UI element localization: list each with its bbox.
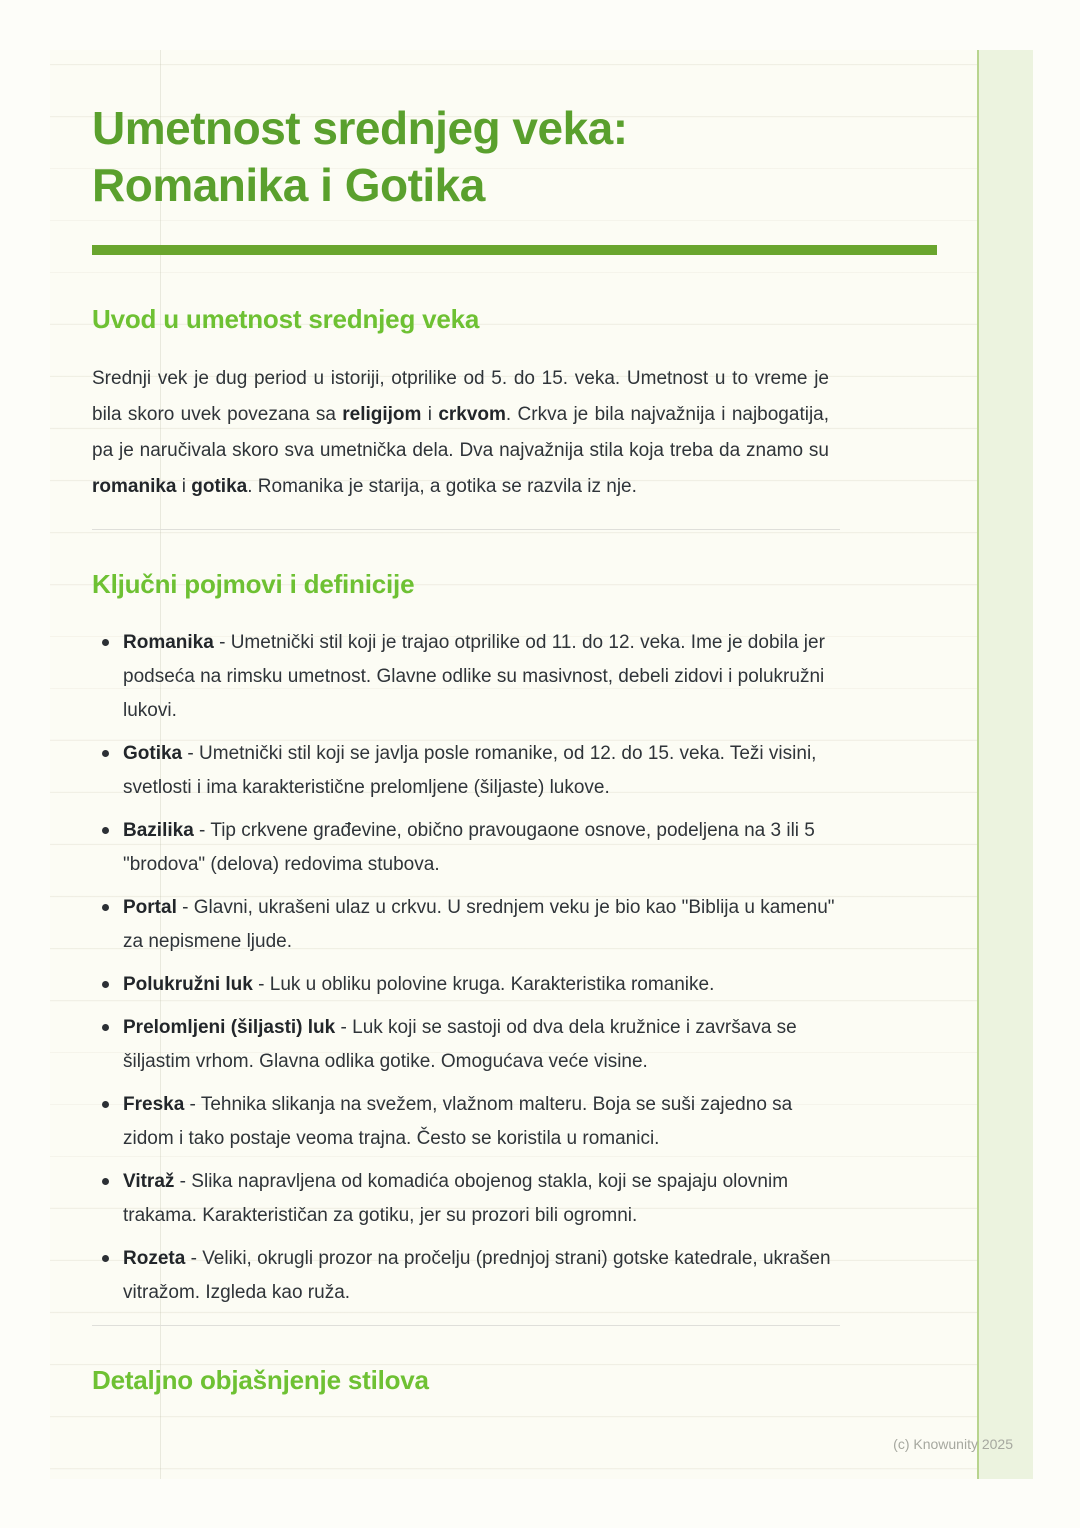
copyright-text: (c) Knowunity 2025 bbox=[893, 1436, 1013, 1452]
term-item bbox=[92, 891, 840, 959]
term-name: Rozeta bbox=[123, 1248, 186, 1269]
term-separator: - bbox=[185, 1248, 203, 1269]
key-terms-list bbox=[92, 626, 840, 1310]
term-definition: Tehnika slikanja na svežem, vlažnom malteru. Boja se suši zajedno sa zidom i tako postaje veoma trajna. Često se koristila u romanici. bbox=[123, 1094, 793, 1149]
body-text: i bbox=[421, 404, 439, 425]
emphasized-text: religijom bbox=[342, 404, 422, 425]
body-text: i bbox=[176, 476, 192, 497]
section-heading-kljucni-pojmovi: Ključni pojmovi i definicije bbox=[92, 569, 415, 599]
body-text: . Crkva je bila najvažnija i najbogatija, pa je naručivala skoro sva umetnička dela. Dva najvažnija stila koja treba da znamo su bbox=[92, 404, 830, 461]
bullet-icon bbox=[102, 750, 109, 757]
term-definition: Luk koji se sastoji od dva dela kružnice i završava se šiljastim vrhom. Glavna odlika gotike. Omogućava veće visine. bbox=[123, 1017, 797, 1072]
term-definition: Umetnički stil koji se javlja posle romanike, od 12. do 15. veka. Teži visini, svetlosti i ima karakteristične prelomljene (šiljaste) lukove. bbox=[123, 743, 817, 798]
title-divider-rule bbox=[92, 245, 937, 255]
term-separator: - bbox=[335, 1017, 353, 1038]
section-divider bbox=[92, 529, 840, 530]
term-name: Romanika bbox=[123, 632, 214, 653]
term-separator: - bbox=[174, 1171, 192, 1192]
term-definition: Luk u obliku polovine kruga. Karakteristika romanike. bbox=[269, 974, 715, 995]
term-name: Polukružni luk bbox=[123, 974, 253, 995]
term-item bbox=[92, 814, 840, 882]
bullet-icon bbox=[102, 827, 109, 834]
term-separator: - bbox=[252, 974, 270, 995]
term-definition: Slika napravljena od komadića obojenog stakla, koji se spajaju olovnim trakama. Karakterističan za gotiku, jer su prozori bili ogromni. bbox=[123, 1171, 789, 1226]
term-name: Portal bbox=[123, 897, 177, 918]
intro-paragraph bbox=[92, 361, 829, 505]
body-text: . Romanika je starija, a gotika se razvila iz nje. bbox=[247, 476, 637, 497]
term-name: Prelomljeni (šiljasti) luk bbox=[123, 1017, 336, 1038]
bullet-icon bbox=[102, 639, 109, 646]
term-definition: Umetnički stil koji je trajao otprilike od 11. do 12. veka. Ime je dobila jer podseća na rimsku umetnost. Glavne odlike su masivnost, debeli zidovi i polukružni lukovi. bbox=[123, 632, 825, 721]
term-name: Bazilika bbox=[123, 820, 194, 841]
bullet-icon bbox=[102, 1255, 109, 1262]
page-title-line2: Romanika i Gotika bbox=[92, 159, 485, 211]
term-definition: Glavni, ukrašeni ulaz u crkvu. U srednjem veku je bio kao "Biblija u kamenu" za nepismene ljude. bbox=[123, 897, 835, 952]
note-sheet bbox=[50, 50, 1033, 1479]
term-separator: - bbox=[213, 632, 231, 653]
term-definition: Veliki, okrugli prozor na pročelju (prednjoj strani) gotske katedrale, ukrašen vitražom. Izgleda kao ruža. bbox=[123, 1248, 831, 1303]
term-item bbox=[92, 1088, 840, 1156]
term-item bbox=[92, 626, 840, 728]
term-name: Freska bbox=[123, 1094, 185, 1115]
page-title bbox=[92, 100, 937, 214]
emphasized-text: romanika bbox=[92, 476, 177, 497]
term-item bbox=[92, 968, 840, 1002]
term-separator: - bbox=[193, 820, 211, 841]
term-item bbox=[92, 1242, 840, 1310]
section-heading-detaljno: Detaljno objašnjenje stilova bbox=[92, 1365, 429, 1395]
term-item bbox=[92, 1011, 840, 1079]
term-separator: - bbox=[184, 1094, 201, 1115]
section-heading-uvod: Uvod u umetnost srednjeg veka bbox=[92, 304, 480, 334]
page-title-line1: Umetnost srednjeg veka: bbox=[92, 102, 628, 154]
bullet-icon bbox=[102, 1101, 109, 1108]
body-text: Srednji vek je dug period u istoriji, otprilike od 5. do 15. veka. Umetnost u to vreme je bila skoro uvek povezana sa bbox=[92, 368, 829, 425]
emphasized-text: crkvom bbox=[438, 404, 506, 425]
bullet-icon bbox=[102, 981, 109, 988]
section-divider bbox=[92, 1325, 840, 1326]
term-name: Vitraž bbox=[123, 1171, 175, 1192]
bullet-icon bbox=[102, 904, 109, 911]
term-separator: - bbox=[182, 743, 200, 764]
term-definition: Tip crkvene građevine, obično pravougaone osnove, podeljena na 3 ili 5 "brodova" (delova) redovima stubova. bbox=[123, 820, 815, 875]
note-content bbox=[92, 100, 937, 1396]
bullet-icon bbox=[102, 1024, 109, 1031]
emphasized-text: gotika bbox=[191, 476, 248, 497]
bullet-icon bbox=[102, 1178, 109, 1185]
term-name: Gotika bbox=[123, 743, 183, 764]
term-item bbox=[92, 1165, 840, 1233]
term-item bbox=[92, 737, 840, 805]
term-separator: - bbox=[176, 897, 194, 918]
page-edge-band bbox=[977, 50, 1033, 1479]
